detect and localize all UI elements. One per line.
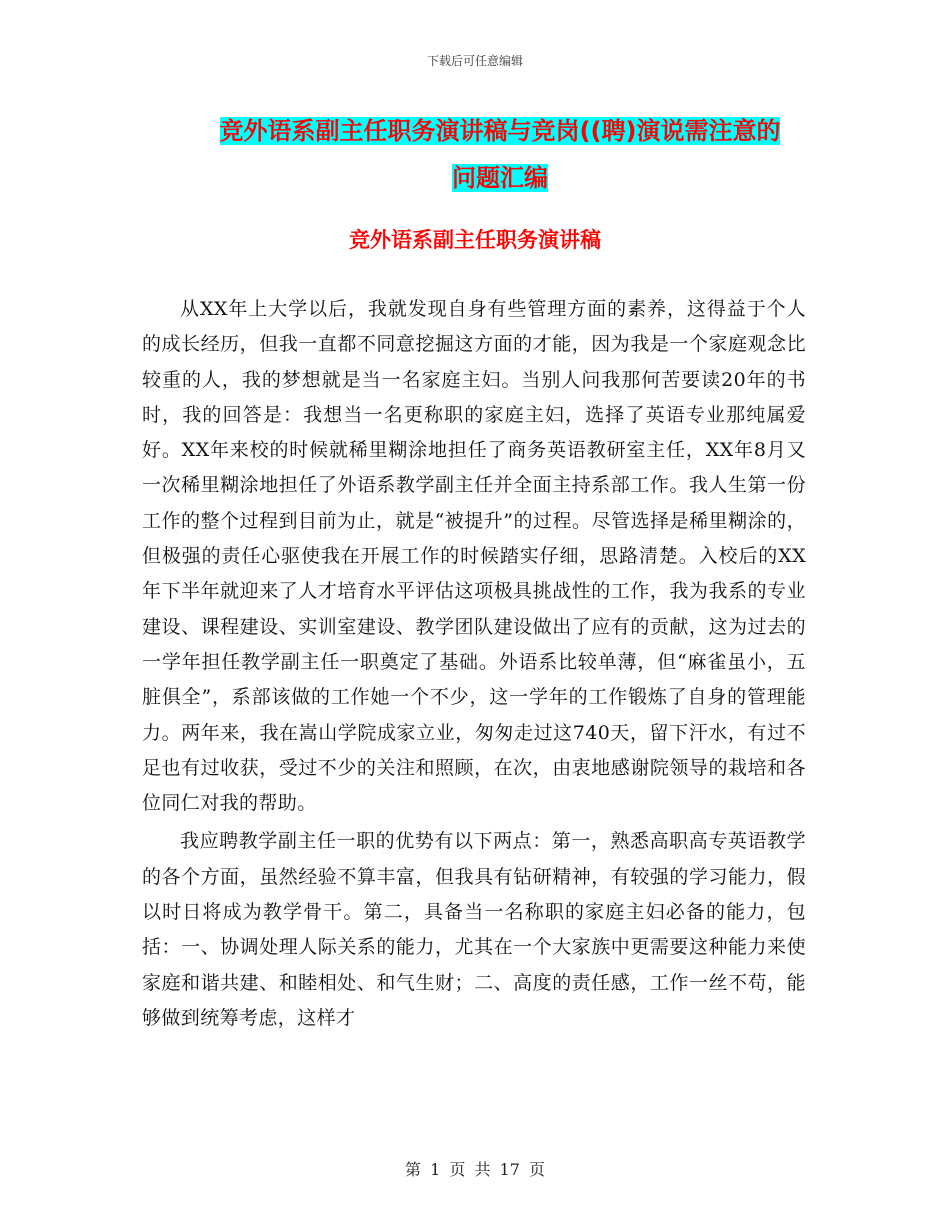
paragraph: 我应聘教学副主任一职的优势有以下两点：第一，熟悉高职高专英语教学的各个方面，虽然经验不算丰富，但我具有钻研精神，有较强的学习能力，假以时日将成为教学骨干。第二，具备当一名称职的家庭主妇必备的能力，包括：一、协调处理人际关系的能力，尤其在一个大家族中更需要这种能力来使家庭和谐共建、和睦相处、和气生财；二、高度的责任感，工作一丝不苟，能够做到统筹考虑，这样才 bbox=[142, 830, 806, 1029]
document-title-line-1: 竞外语系副主任职务演讲稿与竞岗((聘)演说需注意的 bbox=[219, 117, 781, 145]
paragraph: 从XX年上大学以后，我就发现自身有些管理方面的素养，这得益于个人的成长经历，但我一直都不同意挖掘这方面的才能，因为我是一个家庭观念比较重的人，我的梦想就是当一名家庭主妇。当别人问我那何苦要读20年的书时，我的回答是：我想当一名更称职的家庭主妇，选择了英语专业那纯属爱好。XX年来校的时候就稀里糊涂地担任了商务英语教研室主任，XX年8月又一次稀里糊涂地担任了外语系教学副主任并全面主持系部工作。我人生第一份工作的整个过程到目前为止，就是“被提升”的过程。尽管选择是稀里糊涂的，但极强的责任心驱使我在开展工作的时候踏实仔细，思路清楚。入校后的XX年下半年就迎来了人才培育水平评估这项极具挑战性的工作，我为我系的专业建设、课程建设、实训室建设、教学团队建设做出了应有的贡献，这为过去的一学年担任教学副主任一职奠定了基础。外语系比较单薄，但“麻雀虽小，五脏俱全”，系部该做的工作她一个不少，这一学年的工作锻炼了自身的管理能力。两年来，我在嵩山学院成家立业，匆匆走过这740天，留下汗水，有过不足也有过收获，受过不少的关注和照顾，在次，由衷地感谢院领导的栽培和各位同仁对我的帮助。 bbox=[142, 298, 806, 815]
page-header-note: 下载后可任意编辑 bbox=[426, 54, 523, 68]
section-title: 竞外语系副主任职务演讲稿 bbox=[349, 228, 601, 252]
page-number-footer: 第 1 页 共 17 页 bbox=[405, 1160, 545, 1179]
body-text bbox=[142, 292, 806, 1039]
document-title bbox=[140, 108, 860, 202]
document-title-line-2: 问题汇编 bbox=[452, 164, 548, 192]
